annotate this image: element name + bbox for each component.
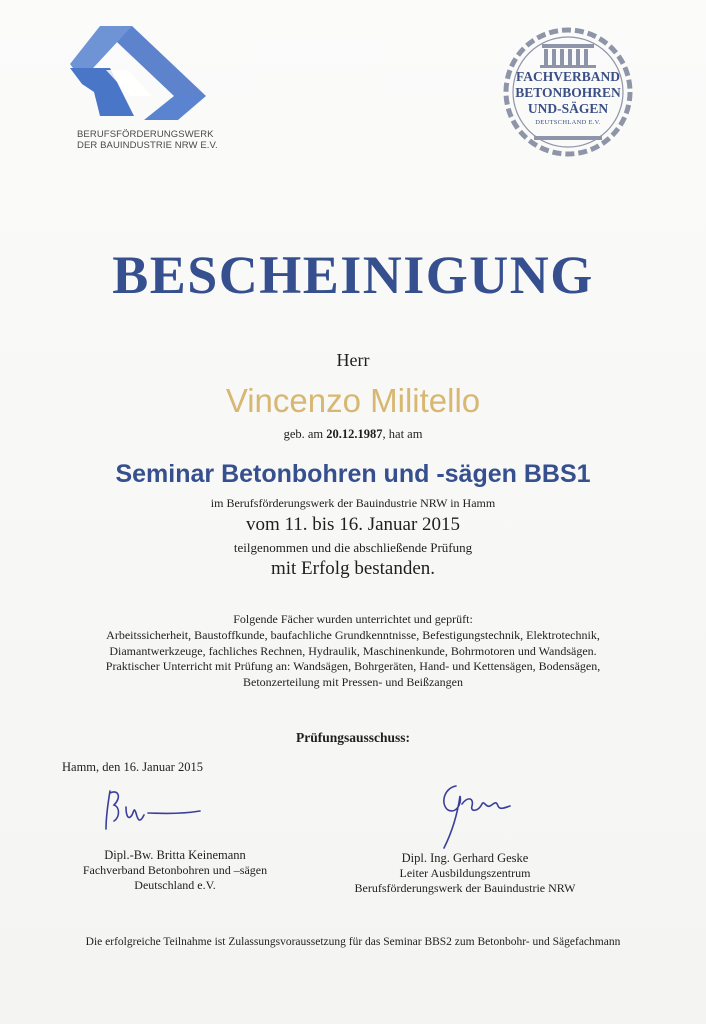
signature-left <box>96 783 206 843</box>
signatory-right-name: Dipl. Ing. Gerhard Geske <box>401 851 529 865</box>
signatory-left-org: Fachverband Betonbohren und –sägen <box>82 863 268 877</box>
seminar-dates: vom 11. bis 16. Januar 2015 <box>245 514 461 535</box>
subjects-line: Praktischer Unterricht mit Prüfung an: Wandsägen, Bohrgeräten, Hand- und Kettensägen, Bodensägen, <box>105 659 601 673</box>
house-roof-logo-icon <box>70 24 220 124</box>
subjects-line: Betonzerteilung mit Pressen- und Beißzangen <box>243 674 463 689</box>
subjects-line: Diamantwerkzeuge, fachliches Rechnen, Hydraulik, Maschinenkunde, Bohrmotoren und Wandsägen. <box>109 643 597 658</box>
seminar-place: im Berufsförderungswerk der Bauindustrie NRW in Hamm <box>210 496 496 510</box>
salutation: Herr <box>336 350 370 370</box>
location-date: Hamm, den 16. Januar 2015 <box>62 760 203 774</box>
signatory-left-org-line2: Deutschland e.V. <box>134 878 216 892</box>
subjects-line: Arbeitssicherheit, Baustoffkunde, baufachliche Grundkenntnisse, Befestigungstechnik, Elektrotechnik, <box>106 628 600 642</box>
bfw-logo-caption <box>77 129 218 151</box>
birth-suffix: , hat am <box>382 427 423 441</box>
footer-note: Die erfolgreiche Teilnahme ist Zulassungsvoraussetzung für das Seminar BBS2 zum Betonbohr- und Sägefachmann <box>85 936 621 948</box>
signatory-right-org: Berufsförderungswerk der Bauindustrie NRW <box>354 881 576 895</box>
certificate-title: BESCHEINIGUNG <box>112 245 594 305</box>
signature-right <box>426 776 536 856</box>
fachverband-seal <box>502 26 634 158</box>
birth-prefix: geb. am <box>283 427 327 441</box>
birth-line <box>0 427 706 442</box>
signatory-right <box>330 851 600 896</box>
birth-date: 20.12.1987 <box>326 427 383 441</box>
seal-line1: FACHVERBAND <box>516 69 620 84</box>
seal-line4: DEUTSCHLAND E.V. <box>535 119 601 126</box>
bfw-logo-line2: DER BAUINDUSTRIE NRW E.V. <box>77 140 218 151</box>
signatory-left <box>45 848 305 893</box>
bfw-logo <box>70 24 220 164</box>
seminar-title: Seminar Betonbohren und -sägen BBS1 <box>115 460 591 488</box>
recipient-name: Vincenzo Militello <box>225 382 481 419</box>
seal-line2: BETONBOHREN <box>515 85 621 100</box>
participation-text: teilgenommen und die abschließende Prüfung <box>233 540 473 555</box>
subjects-heading: Folgende Fächer wurden unterrichtet und geprüft: <box>233 612 473 626</box>
signatory-left-name: Dipl.-Bw. Britta Keinemann <box>104 848 246 862</box>
subjects-list <box>50 628 656 690</box>
seal-line3: UND-SÄGEN <box>527 101 609 116</box>
bfw-logo-line1: BERUFSFÖRDERUNGSWERK <box>77 129 214 140</box>
board-heading: Prüfungsausschuss: <box>295 730 411 745</box>
signatory-right-role: Leiter Ausbildungszentrum <box>399 866 531 880</box>
result-text: mit Erfolg bestanden. <box>270 558 436 579</box>
